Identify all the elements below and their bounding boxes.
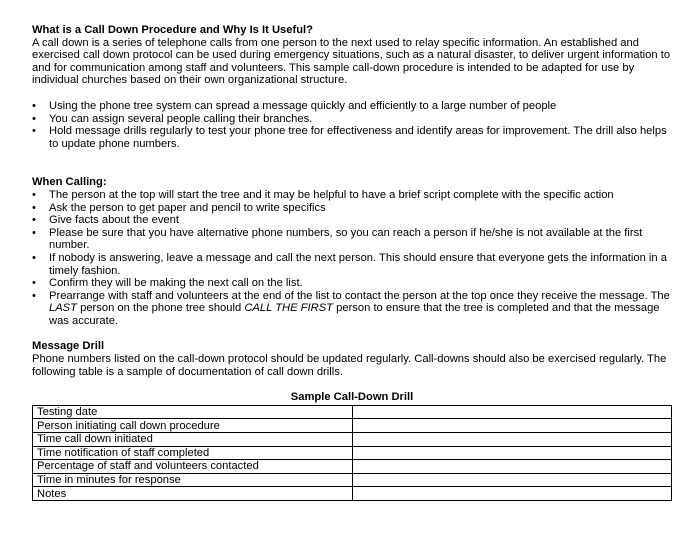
section-heading-when-calling: When Calling: — [32, 176, 107, 189]
bullet-icon: • — [32, 188, 36, 201]
call-down-drill-table — [32, 405, 672, 501]
table-row — [33, 419, 672, 433]
row-label: Time in minutes for response — [33, 473, 353, 487]
intro-paragraph: A call down is a series of telephone calls from one person to the next used to relay specific information. An established and exercised call down protocol can be used during emergency situations, such as a natural disaster, to deliver urgent information to and for communication among staff and volunteers. This sample call-down procedure is intended to be adapted for use by individual churches based on their own organizational structure. — [32, 36, 671, 87]
row-label: Time notification of staff completed — [33, 446, 353, 460]
bullet-icon: • — [32, 251, 36, 264]
benefits-list — [32, 100, 672, 150]
list-item: • Please be sure that you have alternative phone numbers, so you can reach a person if he/she is not available at the first number. — [32, 226, 643, 252]
bullet-icon: • — [32, 277, 36, 290]
table-row — [33, 473, 672, 487]
bullet-icon: • — [32, 214, 36, 227]
row-label: Notes — [33, 487, 353, 501]
bullet-icon: • — [32, 112, 36, 125]
list-item: • Prearrange with staff and volunteers at the end of the list to contact the person at the top once they receive the message. The LAST person on the phone tree should CALL THE FIRST person to ensure that the tree is completed and that the message was accurate. — [32, 289, 670, 327]
bullet-icon: • — [32, 226, 36, 239]
section-heading-message-drill: Message Drill — [32, 340, 105, 353]
list-item: • Confirm they will be making the next call on the list. — [32, 277, 303, 290]
bullet-icon: • — [32, 99, 36, 112]
row-value-cell[interactable] — [353, 473, 672, 487]
document-page — [32, 24, 672, 501]
row-value-cell[interactable] — [353, 446, 672, 460]
list-item: • If nobody is answering, leave a message and call the next person. This should ensure that everyone gets the information in a timely fashion. — [32, 251, 667, 277]
drill-paragraph: Phone numbers listed on the call-down protocol should be updated regularly. Call-downs should also be exercised regularly. The following table is a sample of documentation of call down drills. — [32, 353, 667, 378]
row-label: Percentage of staff and volunteers contacted — [33, 460, 353, 474]
list-item: • Ask the person to get paper and pencil to write specifics — [32, 201, 326, 214]
bullet-icon: • — [32, 201, 36, 214]
list-item: • The person at the top will start the tree and it may be helpful to have a brief script complete with the specific action — [32, 188, 614, 201]
list-item: • Using the phone tree system can spread a message quickly and efficiently to a large number of people — [32, 99, 557, 112]
row-value-cell[interactable] — [353, 433, 672, 447]
list-item: • Hold message drills regularly to test your phone tree for effectiveness and identify areas for improvement. The drill also helps to update phone numbers. — [32, 125, 667, 150]
row-label: Testing date — [33, 405, 353, 419]
row-label: Time call down initiated — [33, 433, 353, 447]
row-value-cell[interactable] — [353, 405, 672, 419]
bullet-icon: • — [32, 125, 36, 138]
row-value-cell[interactable] — [353, 460, 672, 474]
table-title: Sample Call-Down Drill — [290, 391, 414, 404]
table-row — [33, 487, 672, 501]
section-heading-call-down: What is a Call Down Procedure and Why Is It Useful? — [32, 24, 313, 36]
row-value-cell[interactable] — [353, 487, 672, 501]
calling-list — [32, 189, 672, 328]
row-label: Person initiating call down procedure — [33, 419, 353, 433]
table-row — [33, 460, 672, 474]
table-row — [33, 433, 672, 447]
list-item: • Give facts about the event — [32, 214, 179, 227]
table-row — [33, 446, 672, 460]
row-value-cell[interactable] — [353, 419, 672, 433]
table-row — [33, 405, 672, 419]
list-item: • You can assign several people calling their branches. — [32, 112, 313, 125]
bullet-icon: • — [32, 289, 36, 302]
